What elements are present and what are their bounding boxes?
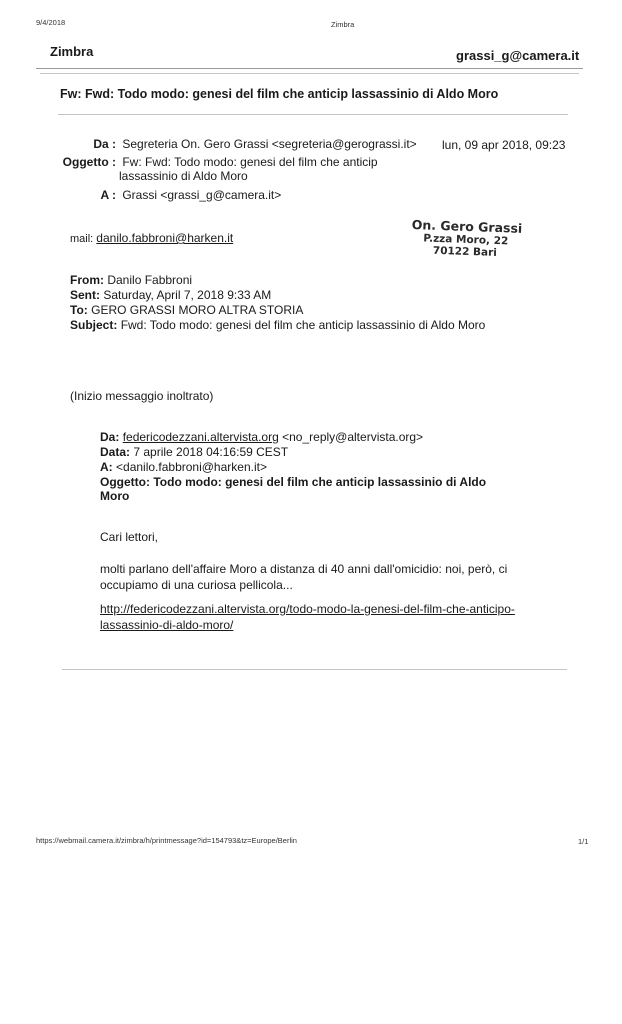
fwd2-subject-label: Oggetto: [100,475,150,489]
address-stamp [411,218,552,261]
mail-line [70,231,233,245]
meta-to-label: A : [100,188,116,202]
body-paragraph-line1: molti parlano dell'affaire Moro a distanza di 40 anni dall'omicidio: noi, però, ci [100,562,508,576]
body-article-link[interactable] [100,601,515,633]
print-date: 9/4/2018 [36,18,66,27]
message-subject: Fw: Fwd: Todo modo: genesi del film che anticip lassassinio di Aldo Moro [60,87,499,101]
stamp-street: P.zza Moro, 22 [423,232,509,248]
meta-from-label: Da : [93,137,116,151]
body-link-line2[interactable]: lassassinio-di-aldo-moro/ [100,618,234,632]
stamp-city: 70122 Bari [432,245,498,260]
mail-label: mail: [70,233,94,245]
body-link-line1[interactable]: http://federicodezzani.altervista.org/todo-modo-la-genesi-del-film-che-anticipo- [100,602,515,616]
mail-address-link[interactable]: danilo.fabbroni@harken.it [96,231,234,245]
fwd2-from-rest: <no_reply@altervista.org> [282,430,424,444]
stamp-name: On. Gero Grassi [411,217,523,236]
fwd2-subject-line1: Todo modo: genesi del film che anticip lassassinio di Aldo [153,475,487,489]
subject-divider [58,114,568,115]
fwd1-subject-row [70,318,485,332]
page-number: 1/1 [578,837,589,846]
meta-date: lun, 09 apr 2018, 09:23 [442,138,566,152]
fwd2-to-value: <danilo.fabbroni@harken.it> [116,460,267,474]
print-app-name: Zimbra [331,20,355,29]
fwd2-from-row [100,430,423,444]
meta-subject-label: Oggetto : [62,155,116,169]
fwd1-sent-row [70,288,271,302]
forwarded-start-note: (Inizio messaggio inoltrato) [70,389,214,403]
fwd2-date-value: 7 aprile 2018 04:16:59 CEST [133,445,289,459]
fwd1-from-value: Danilo Fabbroni [107,273,193,287]
fwd2-to-label: A: [100,460,113,474]
account-email: grassi_g@camera.it [456,48,580,63]
fwd2-subject-row [100,475,486,489]
header-divider [36,68,583,69]
header-divider-secondary [40,73,579,74]
fwd1-to-value: GERO GRASSI MORO ALTRA STORIA [91,303,304,317]
app-title: Zimbra [50,44,94,59]
meta-subject-line1: Fw: Fwd: Todo modo: genesi del film che anticip [122,155,378,169]
fwd1-to-row [70,303,303,317]
fwd2-date-label: Data: [100,445,131,459]
fwd1-subject-label: Subject: [70,318,118,332]
fwd1-sent-label: Sent: [70,288,100,302]
fwd1-from-label: From: [70,273,104,287]
fwd1-from-row [70,273,192,287]
fwd2-from-link[interactable]: federicodezzani.altervista.org [122,430,279,444]
meta-to-value: Grassi <grassi_g@camera.it> [122,188,282,202]
fwd1-to-label: To: [70,303,88,317]
body-greeting: Cari lettori, [100,530,159,544]
fwd1-sent-value: Saturday, April 7, 2018 9:33 AM [103,288,272,302]
fwd2-from-label: Da: [100,430,120,444]
body-paragraph-line2: occupiamo di una curiosa pellicola... [100,578,293,592]
meta-from-value: Segreteria On. Gero Grassi <segreteria@gerograssi.it> [122,137,417,151]
print-url: https://webmail.camera.it/zimbra/h/printmessage?id=154793&tz=Europe/Berlin [36,836,297,845]
fwd2-to-row [100,460,267,474]
fwd2-date-row [100,445,288,459]
fwd2-subject-line2: Moro [100,489,130,503]
meta-subject-line2: lassassinio di Aldo Moro [119,169,248,183]
body-paragraph [100,561,507,593]
meta-subject-row [0,155,378,169]
meta-from-row [0,137,417,151]
body-end-divider [62,669,567,670]
fwd1-subject-value: Fwd: Todo modo: genesi del film che anticip lassassinio di Aldo Moro [120,318,486,332]
meta-to-row [0,188,281,202]
